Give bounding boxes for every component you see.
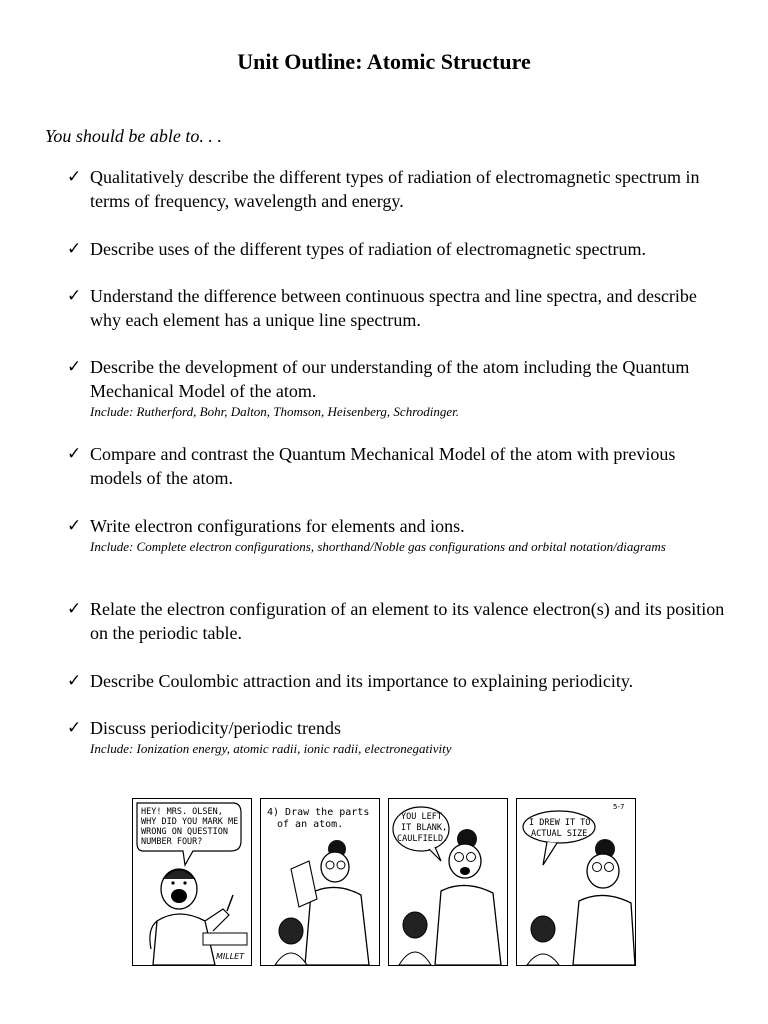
comic-panel-3 <box>388 798 508 966</box>
objective-text: Compare and contrast the Quantum Mechanical Model of the atom with previous models of the atom. <box>90 444 676 488</box>
objective-text: Describe the development of our understanding of the atom including the Quantum Mechanical Model of the atom. <box>90 357 690 401</box>
objective-text: Describe uses of the different types of radiation of electromagnetic spectrum. <box>90 239 646 259</box>
comic-signature <box>216 948 256 962</box>
comic-strip <box>132 798 640 968</box>
panel-2-question-line-1: 4) Draw the parts <box>267 807 370 818</box>
objective-item <box>67 716 727 757</box>
panel-number-label: 5-7 <box>613 803 625 811</box>
objective-include-note: Include: Rutherford, Bohr, Dalton, Thomson, Heisenberg, Schrodinger. <box>90 404 460 419</box>
panel-4-speech-line-2: ACTUAL SIZE. <box>531 829 593 839</box>
comic-panel-2-drawing <box>261 799 379 965</box>
comic-panel-3-drawing <box>389 799 507 965</box>
comic-panel-4-drawing <box>517 799 635 965</box>
check-mark-icon: ✓ <box>67 286 82 306</box>
check-mark-icon: ✓ <box>67 239 82 259</box>
objective-text: Relate the electron configuration of an element to its valence electron(s) and its position on the periodic table. <box>90 599 725 643</box>
objective-text: Discuss periodicity/periodic trends <box>90 718 341 738</box>
objective-item <box>67 237 727 261</box>
panel-3-speech-line-2: IT BLANK, <box>401 823 448 833</box>
intro-text: You should be able to. . . <box>45 126 222 146</box>
objective-item <box>67 597 727 645</box>
check-mark-icon: ✓ <box>67 357 82 377</box>
check-mark-icon: ✓ <box>67 599 82 619</box>
comic-panel-2 <box>260 798 380 966</box>
check-mark-icon: ✓ <box>67 671 82 691</box>
objective-include-note: Include: Ionization energy, atomic radii, ionic radii, electronegativity <box>90 741 452 756</box>
objective-item <box>67 355 727 420</box>
panel-2-question-line-2: of an atom. <box>277 819 344 830</box>
objective-item <box>67 442 727 490</box>
objective-text: Understand the difference between continuous spectra and line spectra, and describe why each element has a unique line spectrum. <box>90 286 697 330</box>
panel-3-speech-line-1: YOU LEFT <box>401 812 442 822</box>
objective-text: Describe Coulombic attraction and its importance to explaining periodicity. <box>90 671 634 691</box>
check-mark-icon: ✓ <box>67 516 82 536</box>
comic-panel-4 <box>516 798 636 966</box>
panel-1-speech-line-4: NUMBER FOUR? <box>141 837 203 847</box>
comic-panel-1-drawing <box>133 799 251 965</box>
objective-text: Qualitatively describe the different types of radiation of electromagnetic spectrum in terms of frequency, wavelength and energy. <box>90 167 700 211</box>
panel-4-speech-line-1: I DREW IT TO <box>529 818 591 828</box>
objective-item <box>67 669 727 693</box>
panel-1-speech-line-2: WHY DID YOU MARK ME <box>141 817 239 827</box>
objective-item <box>67 514 727 555</box>
check-mark-icon: ✓ <box>67 718 82 738</box>
comic-panel-1 <box>132 798 252 966</box>
objective-include-note: Include: Complete electron configurations, shorthand/Noble gas configurations and orbital notation/diagrams <box>90 539 666 554</box>
panel-3-speech-line-3: CAULFIELD. <box>397 834 449 844</box>
objective-item <box>67 165 727 213</box>
page-title: Unit Outline: Atomic Structure <box>237 49 531 74</box>
objective-text: Write electron configurations for elements and ions. <box>90 516 465 536</box>
panel-1-speech-line-3: WRONG ON QUESTION <box>141 827 228 837</box>
check-mark-icon: ✓ <box>67 167 82 187</box>
panel-1-speech-line-1: HEY! MRS. OLSEN, <box>141 807 223 817</box>
comic-signature-text: MILLET <box>216 952 245 961</box>
objective-item <box>67 284 727 332</box>
check-mark-icon: ✓ <box>67 444 82 464</box>
